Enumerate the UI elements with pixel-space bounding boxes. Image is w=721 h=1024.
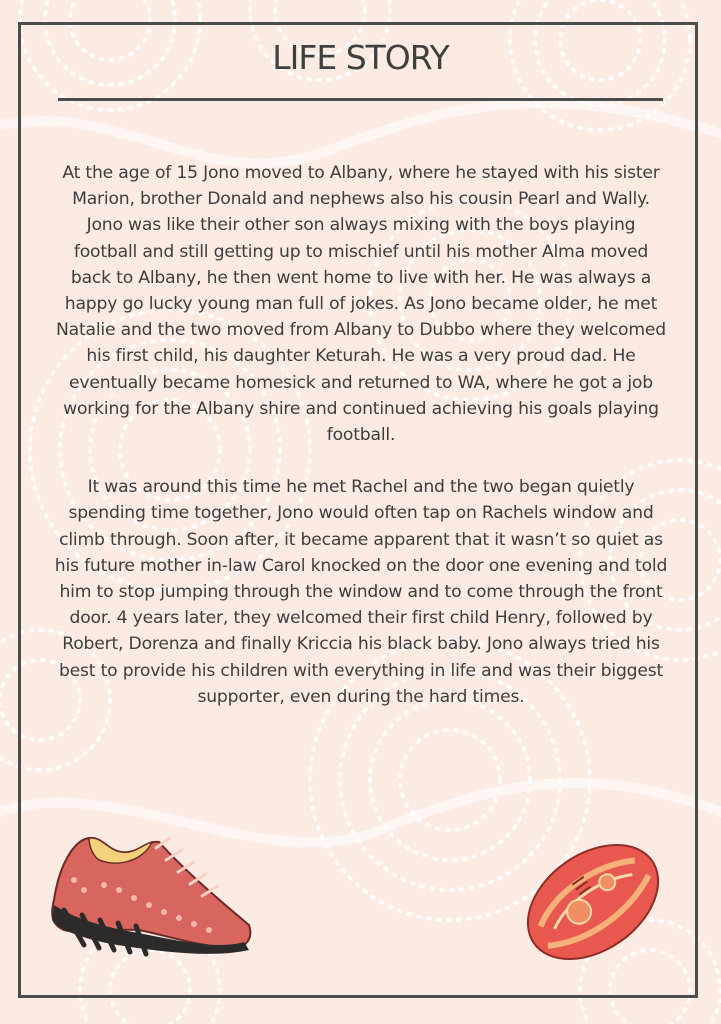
- football-boot-icon: [44, 830, 256, 960]
- football-icon: [516, 832, 670, 972]
- page-title: LIFE STORY: [272, 38, 449, 77]
- paragraph-1: At the age of 15 Jono moved to Albany, where he stayed with his sister Marion, brother Donald and nephews also his cousin Pearl and Wally. Jono was like their other son always mixing with the boys playing football and still getting up to mischief until his mother Alma moved back to Albany, he then went home to live with her. He was always a happy go lucky young man full of jokes. As Jono became older, he met Natalie and the two moved from Albany to Dubbo where they welcomed his first child, his daughter Keturah. He was a very proud dad. He eventually became homesick and returned to WA, where he got a job working for the Albany shire and continued achieving his goals playing football.: [56, 163, 666, 446]
- paragraph-2: It was around this time he met Rachel and the two began quietly spending time together, Jono would often tap on Rachels window and climb through. Soon after, it became apparent that it wasn’t so quiet as his future mother in-law Carol knocked on the door one evening and told him to stop jumping through the window and to come through the front door. 4 years later, they welcomed their first child Henry, followed by Robert, Dorenza and finally Kriccia his black baby. Jono always tried his best to provide his children with everything in life and was their biggest supporter, even during the hard times.: [54, 477, 668, 707]
- title-underline: [58, 98, 663, 101]
- life-story-text: [54, 160, 668, 736]
